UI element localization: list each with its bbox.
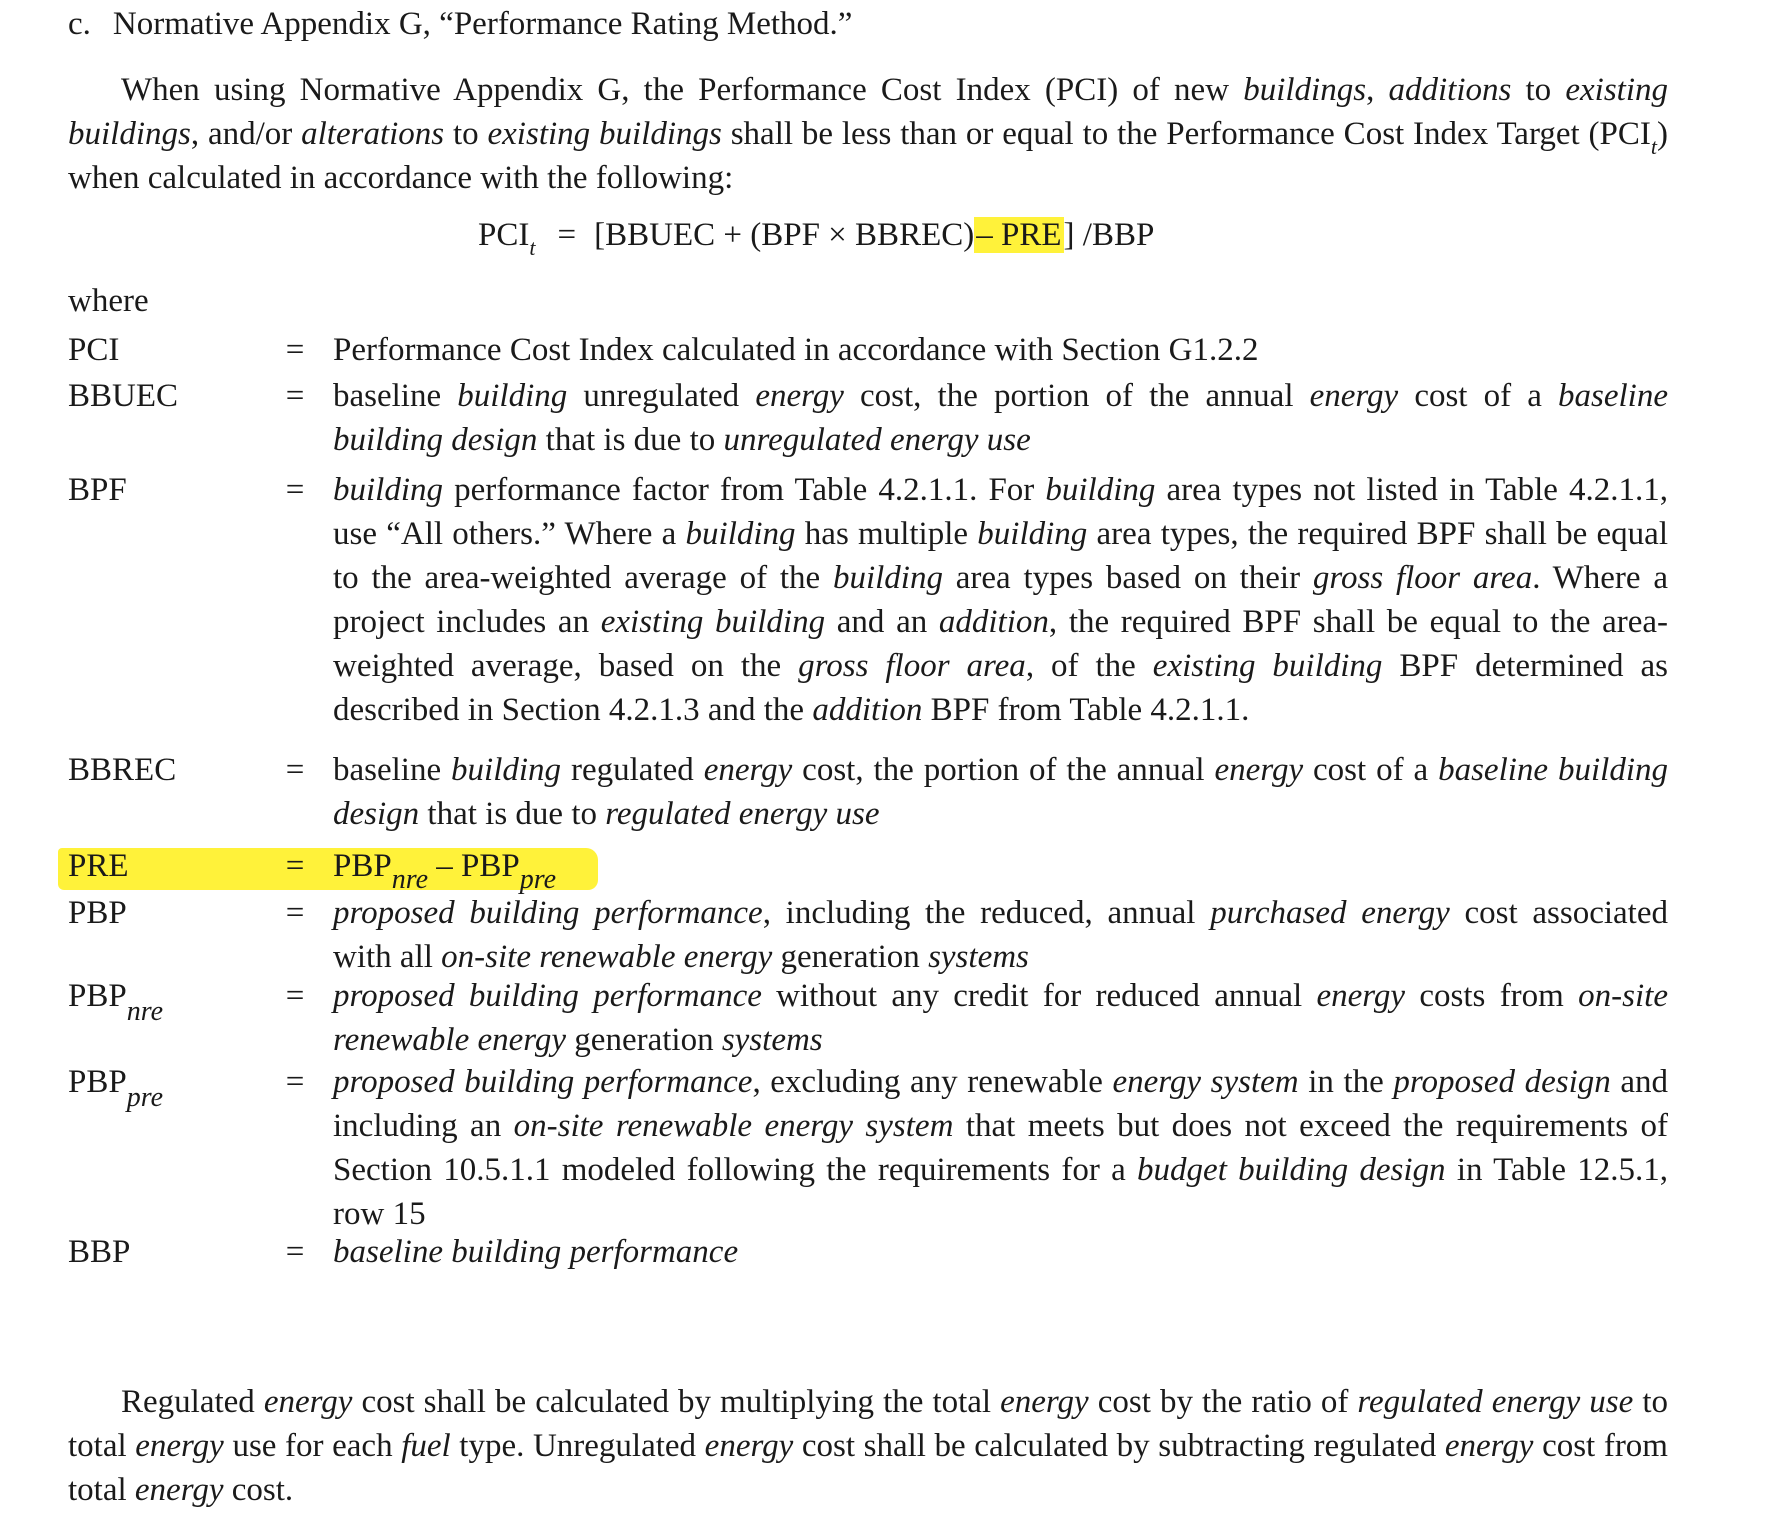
defined-term: energy xyxy=(134,1472,224,1508)
definition-text xyxy=(333,328,1668,372)
definition-segment: area types not listed in Table 4.2.1.1, use “All others.” Where a xyxy=(333,472,1669,552)
formula-part-1: [BBUEC + (BPF × BBREC) xyxy=(594,217,975,253)
defined-term: energy xyxy=(1214,752,1304,788)
definition-segment: generation xyxy=(566,1022,722,1058)
definition-segment: area types, the required BPF shall be equal to the area-weighted average of the xyxy=(333,516,1668,596)
defined-term: energy xyxy=(704,1428,794,1464)
definition-segment: and an xyxy=(825,604,939,640)
definition-segment: costs from xyxy=(1405,978,1579,1014)
closing-segment: Regulated xyxy=(121,1384,264,1420)
defined-term: proposed design xyxy=(1393,1064,1611,1100)
intro-term: buildings xyxy=(1243,72,1367,108)
term-text: PBP xyxy=(68,978,127,1014)
formula-equals: = xyxy=(557,217,577,253)
defined-term: on-site renewable energy xyxy=(333,978,1668,1058)
intro-paragraph xyxy=(68,68,1668,200)
closing-paragraph xyxy=(68,1380,1668,1512)
formula-highlighted-term: – PRE xyxy=(976,217,1062,253)
definition-term xyxy=(68,374,178,418)
where-label: where xyxy=(68,283,149,319)
definition-text xyxy=(333,974,1668,1062)
closing-segment: use for each xyxy=(223,1428,402,1464)
definition-text xyxy=(333,844,1668,895)
definition-text xyxy=(333,374,1668,462)
definition-term xyxy=(68,1230,130,1274)
term-text: PBP xyxy=(68,895,127,931)
defined-term: existing building xyxy=(1152,648,1383,684)
defined-term: regulated energy use xyxy=(1357,1384,1634,1420)
definition-segment: and including an xyxy=(333,1064,1668,1144)
equals-sign: = xyxy=(285,978,305,1014)
definition-segment: cost, the portion of the annual xyxy=(792,752,1215,788)
definition-segment: cost associated with all xyxy=(333,895,1668,975)
closing-segment: type. Unregulated xyxy=(450,1428,705,1464)
section-marker: c. xyxy=(68,6,91,42)
definition-segment: BPF determined as described in Section 4.2.1.3 and the xyxy=(333,648,1668,728)
closing-segment: cost shall be calculated by subtracting regulated xyxy=(793,1428,1445,1464)
defined-term: building xyxy=(685,516,796,552)
definition-term xyxy=(68,1060,164,1113)
intro-text: to xyxy=(444,116,488,152)
definition-segment: BPF from Table 4.2.1.1. xyxy=(922,692,1250,728)
defined-term: purchased energy xyxy=(1210,895,1450,931)
intro-term: existing buildings xyxy=(68,72,1669,152)
defined-term: existing building xyxy=(600,604,826,640)
definition-segment: PBP xyxy=(333,848,392,884)
defined-term: energy xyxy=(263,1384,353,1420)
definition-segment: , the required BPF shall be equal to the area-weighted average, based on the xyxy=(333,604,1668,684)
defined-term: building xyxy=(457,378,568,414)
intro-text: When using Normative Appendix G, the Performance Cost Index (PCI) of new xyxy=(121,72,1244,108)
closing-segment: cost by the ratio of xyxy=(1088,1384,1358,1420)
definition-segment: area types based on their xyxy=(942,560,1313,596)
closing-segment: cost. xyxy=(223,1472,294,1508)
defined-term: fuel xyxy=(401,1428,451,1464)
definition-segment: regulated xyxy=(561,752,704,788)
intro-term: alterations xyxy=(301,116,445,152)
definition-text xyxy=(333,748,1668,836)
defined-term: energy system xyxy=(1112,1064,1299,1100)
definition-term xyxy=(68,328,119,372)
defined-term: on-site renewable energy xyxy=(441,939,773,975)
definition-text xyxy=(333,1060,1668,1236)
defined-term: proposed building performance xyxy=(333,978,762,1014)
equals-sign: = xyxy=(285,332,305,368)
equals-sign: = xyxy=(285,1064,305,1100)
defined-term: gross floor area xyxy=(1312,560,1533,596)
definition-segment: has multiple xyxy=(795,516,978,552)
definition-segment: – PBP xyxy=(428,848,520,884)
definition-segment: that meets but does not exceed the requirements of Section 10.5.1.1 modeled following the requirements for a xyxy=(333,1108,1668,1188)
definition-segment: . Where a project includes an xyxy=(333,560,1669,640)
definition-segment: performance factor from Table 4.2.1.1. For xyxy=(443,472,1046,508)
defined-term: unregulated energy use xyxy=(723,422,1031,458)
definition-term xyxy=(68,748,176,792)
definition-segment: , of the xyxy=(1025,648,1153,684)
definition-segment: without any credit for reduced annual xyxy=(761,978,1317,1014)
defined-term: building xyxy=(832,560,943,596)
term-text: PCI xyxy=(68,332,120,368)
definition-term xyxy=(68,468,127,512)
definition-segment: Performance Cost Index calculated in accordance with Section G1.2.2 xyxy=(333,332,1259,368)
definition-segment: generation xyxy=(772,939,929,975)
term-text: BBUEC xyxy=(68,378,179,414)
definition-text xyxy=(333,891,1668,979)
defined-term: on-site renewable energy system xyxy=(513,1108,954,1144)
definition-segment: unregulated xyxy=(567,378,756,414)
defined-term: energy xyxy=(703,752,793,788)
equals-sign: = xyxy=(285,848,305,884)
definition-segment: cost of a xyxy=(1398,378,1559,414)
definition-segment: , excluding any renewable xyxy=(752,1064,1113,1100)
defined-term: gross floor area xyxy=(798,648,1026,684)
defined-term: proposed building performance xyxy=(333,895,763,931)
defined-term: building xyxy=(977,516,1088,552)
defined-term: energy xyxy=(755,378,844,414)
formula-part-2: ] /BBP xyxy=(1063,217,1155,253)
defined-term: energy xyxy=(1444,1428,1534,1464)
defined-term: building xyxy=(1045,472,1156,508)
definition-term xyxy=(68,891,127,935)
definition-segment: baseline xyxy=(333,752,452,788)
equals-sign: = xyxy=(285,895,305,931)
section-heading xyxy=(68,4,852,44)
definition-term xyxy=(68,844,129,888)
defined-term: energy xyxy=(1316,978,1406,1014)
defined-term: energy xyxy=(1309,378,1399,414)
term-text: BPF xyxy=(68,472,127,508)
defined-term: baseline building design xyxy=(333,378,1668,458)
intro-text: ) when calculated in accordance with the following: xyxy=(68,116,1668,196)
intro-text: , xyxy=(1366,72,1389,108)
defined-term: building xyxy=(451,752,562,788)
equals-sign: = xyxy=(285,752,305,788)
formula-lhs-subscript: t xyxy=(529,235,536,260)
definition-text xyxy=(333,468,1668,732)
equals-sign: = xyxy=(285,1234,305,1270)
intro-text: shall be less than or equal to the Performance Cost Index Target (PCI xyxy=(721,116,1651,152)
intro-text: to xyxy=(1511,72,1566,108)
defined-term: energy xyxy=(1000,1384,1089,1420)
term-text: BBREC xyxy=(68,752,177,788)
term-subscript: nre xyxy=(126,996,164,1027)
definition-subscript: nre xyxy=(391,864,429,895)
definition-segment: cost, the portion of the annual xyxy=(843,378,1310,414)
closing-segment: cost shall be calculated by multiplying the total xyxy=(352,1384,1001,1420)
definition-segment: that is due to xyxy=(537,422,724,458)
definition-term xyxy=(68,974,164,1027)
defined-term: systems xyxy=(928,939,1029,975)
pci-formula xyxy=(478,215,1155,260)
definition-segment: baseline xyxy=(333,378,458,414)
definition-segment: , including the reduced, annual xyxy=(762,895,1211,931)
term-text: PRE xyxy=(68,848,129,884)
defined-term: addition xyxy=(938,604,1049,640)
intro-term: additions xyxy=(1388,72,1512,108)
intro-term: existing buildings xyxy=(487,116,722,152)
definition-subscript: pre xyxy=(519,864,557,895)
definition-segment: that is due to xyxy=(419,796,606,832)
equals-sign: = xyxy=(285,378,305,414)
formula-lhs: PCI xyxy=(478,217,530,253)
defined-term: addition xyxy=(812,692,923,728)
defined-term: baseline building performance xyxy=(333,1234,739,1270)
defined-term: proposed building performance xyxy=(333,1064,753,1100)
intro-subscript: t xyxy=(1650,134,1657,159)
term-text: BBP xyxy=(68,1234,131,1270)
closing-segment: cost from total xyxy=(68,1428,1668,1508)
definition-text xyxy=(333,1230,1668,1274)
defined-term: baseline building design xyxy=(333,752,1668,832)
defined-term: energy xyxy=(135,1428,224,1464)
term-text: PBP xyxy=(68,1064,127,1100)
section-title: Normative Appendix G, “Performance Rating Method.” xyxy=(112,6,853,42)
closing-segment: to total xyxy=(68,1384,1669,1464)
equals-sign: = xyxy=(285,472,305,508)
defined-term: regulated energy use xyxy=(605,796,880,832)
defined-term: budget building design xyxy=(1137,1152,1446,1188)
term-subscript: pre xyxy=(126,1082,164,1113)
defined-term: systems xyxy=(721,1022,823,1058)
definition-segment: in the xyxy=(1298,1064,1394,1100)
intro-text: , and/or xyxy=(190,116,302,152)
definition-segment: cost of a xyxy=(1303,752,1439,788)
defined-term: building xyxy=(333,472,444,508)
definition-segment: in Table 12.5.1, row 15 xyxy=(333,1152,1669,1232)
